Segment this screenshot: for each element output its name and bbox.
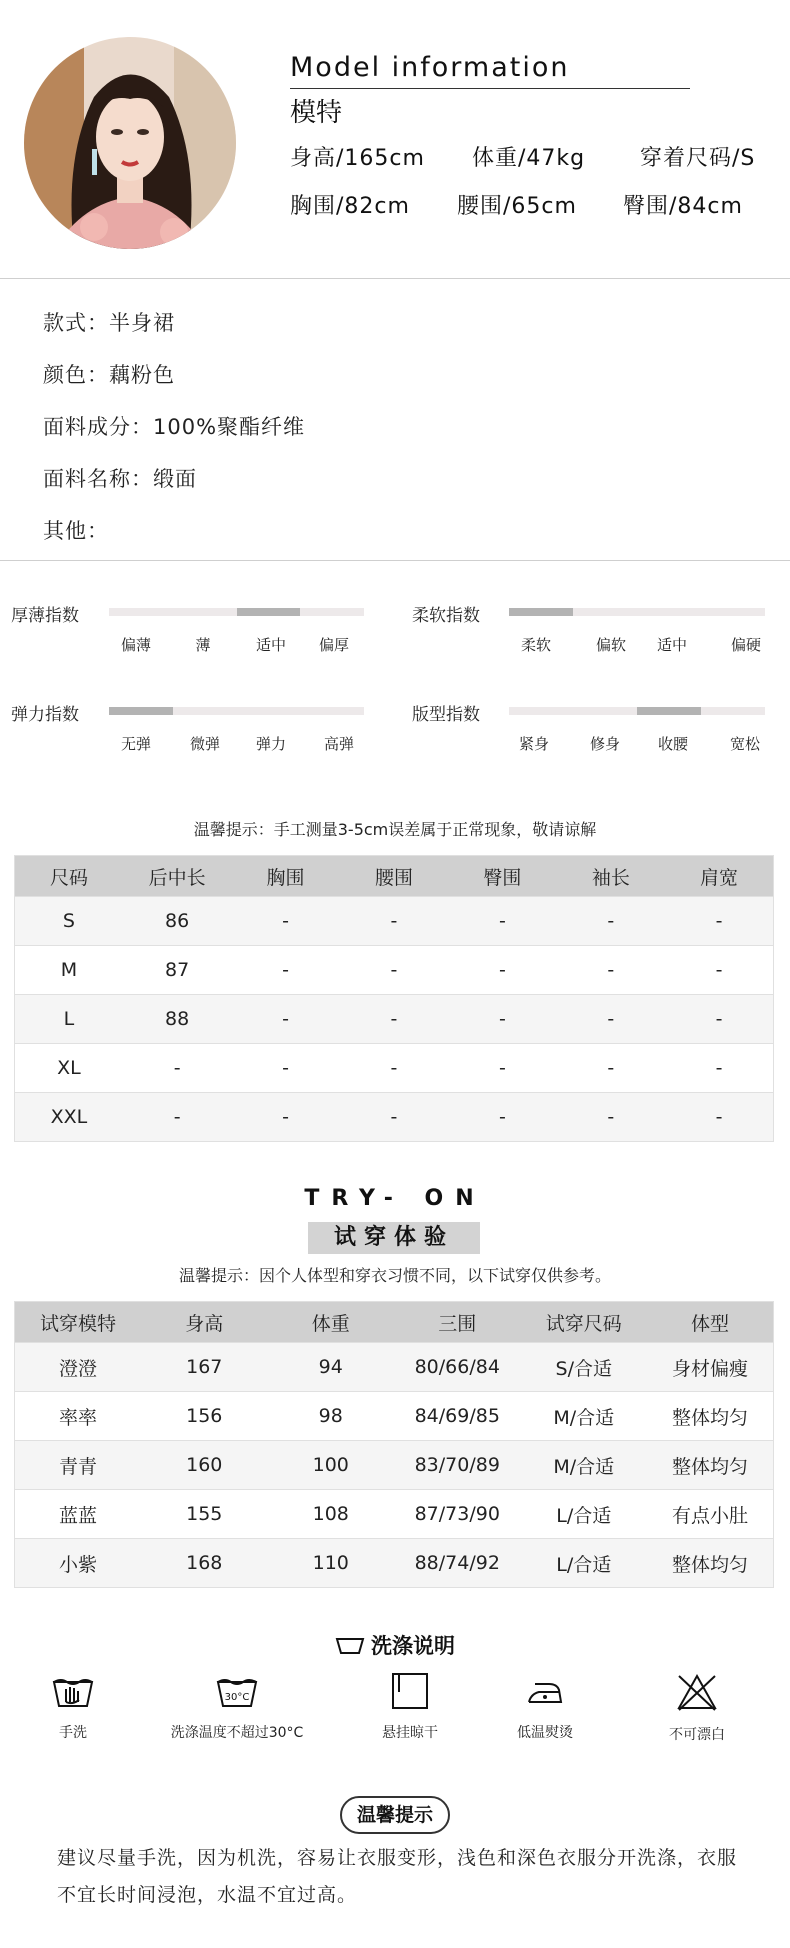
product-color: 颜色：藕粉色 [43, 363, 175, 387]
index-option: 微弹 [189, 735, 221, 753]
tryon-title-cn: 试穿体验 [308, 1222, 480, 1254]
table-cell: - [557, 897, 665, 946]
table-cell: 有点小肚 [647, 1490, 774, 1539]
table-row [15, 1539, 774, 1588]
table-cell: 88/74/92 [394, 1539, 521, 1588]
column-header: 臀围 [448, 856, 556, 897]
table-cell: - [665, 1044, 773, 1093]
product-other: 其他： [43, 519, 109, 543]
model-info-section [0, 0, 790, 278]
wash-label: 低温熨烫 [517, 1725, 573, 1741]
index-option: 紧身 [518, 735, 550, 753]
table-row [15, 1044, 774, 1093]
model-height: 身高/165cm [290, 146, 425, 171]
index-option: 适中 [255, 636, 287, 654]
index-indicator [109, 707, 173, 715]
washing-title [0, 1630, 790, 1660]
table-cell: 156 [141, 1392, 268, 1441]
table-cell: - [665, 995, 773, 1044]
table-cell: 84/69/85 [394, 1392, 521, 1441]
table-row [15, 995, 774, 1044]
product-composition: 面料成分：100%聚酯纤维 [43, 415, 306, 439]
index-track [509, 707, 765, 715]
table-cell: - [340, 1093, 448, 1142]
table-cell: 86 [123, 897, 231, 946]
table-row [15, 1392, 774, 1441]
table-cell: 率率 [15, 1392, 142, 1441]
index-option: 修身 [589, 735, 621, 753]
table-cell: - [231, 1093, 339, 1142]
tips-badge: 温馨提示 [340, 1796, 450, 1834]
table-cell: L [15, 995, 123, 1044]
table-cell: - [231, 1044, 339, 1093]
table-cell: - [340, 995, 448, 1044]
table-cell: - [231, 946, 339, 995]
table-cell: L/合适 [521, 1490, 648, 1539]
size-table [14, 855, 774, 1142]
index-label: 柔软指数 [412, 606, 480, 626]
wash-basin-icon [335, 1634, 365, 1656]
table-cell: 108 [268, 1490, 395, 1539]
wash-instruction [465, 1676, 625, 1742]
table-cell: M/合适 [521, 1392, 648, 1441]
column-header: 胸围 [231, 856, 339, 897]
table-cell: M/合适 [521, 1441, 648, 1490]
table-cell: 98 [268, 1392, 395, 1441]
table-cell: XL [15, 1044, 123, 1093]
table-cell: - [665, 1093, 773, 1142]
index-label: 版型指数 [412, 705, 480, 725]
table-cell: - [231, 995, 339, 1044]
wash-instruction [157, 1676, 317, 1742]
table-cell: - [448, 1044, 556, 1093]
size-table-header [15, 856, 774, 897]
index-option: 偏薄 [120, 636, 152, 654]
model-weight: 体重/47kg [472, 146, 586, 171]
column-header: 体型 [647, 1302, 774, 1343]
model-hip: 臀围/84cm [623, 194, 743, 219]
column-header: 袖长 [557, 856, 665, 897]
table-row [15, 897, 774, 946]
table-cell: 整体均匀 [647, 1441, 774, 1490]
table-cell: S [15, 897, 123, 946]
column-header: 三围 [394, 1302, 521, 1343]
table-cell: - [557, 1093, 665, 1142]
table-cell: - [231, 897, 339, 946]
table-row [15, 1093, 774, 1142]
table-cell: 110 [268, 1539, 395, 1588]
model-avatar [24, 37, 236, 249]
model-title: Model information [290, 52, 570, 83]
table-cell: 168 [141, 1539, 268, 1588]
wash-instruction [0, 1676, 153, 1742]
column-header: 肩宽 [665, 856, 773, 897]
section-divider [0, 278, 790, 279]
column-header: 身高 [141, 1302, 268, 1343]
table-row [15, 1343, 774, 1392]
tryon-title-en: TRY- ON [304, 1186, 486, 1211]
wash-instruction [617, 1672, 777, 1744]
table-cell: 94 [268, 1343, 395, 1392]
table-cell: 83/70/89 [394, 1441, 521, 1490]
column-header: 试穿尺码 [521, 1302, 648, 1343]
table-cell: 小紫 [15, 1539, 142, 1588]
section-divider [0, 560, 790, 561]
column-header: 试穿模特 [15, 1302, 142, 1343]
index-option: 弹力 [255, 735, 287, 753]
table-row [15, 946, 774, 995]
wash-temp-text: 30°C [224, 1692, 250, 1703]
table-cell: 身材偏瘦 [647, 1343, 774, 1392]
wash-30-icon [215, 1676, 259, 1710]
index-track [109, 707, 364, 715]
table-cell: - [448, 995, 556, 1044]
tips-text: 建议尽量手洗，因为机洗，容易让衣服变形，浅色和深色衣服分开洗涤，衣服不宜长时间浸泡，水温不宜过高。 [57, 1847, 738, 1906]
table-cell: 青青 [15, 1441, 142, 1490]
wash-label: 洗涤温度不超过30°C [170, 1725, 304, 1741]
table-cell: 整体均匀 [647, 1539, 774, 1588]
product-fabric: 面料名称：缎面 [43, 467, 197, 491]
wash-label: 不可漂白 [669, 1727, 725, 1743]
index-option: 薄 [195, 636, 211, 654]
size-notice: 温馨提示：手工测量3-5cm误差属于正常现象，敬请谅解 [193, 820, 597, 839]
table-cell: 88 [123, 995, 231, 1044]
table-cell: - [665, 897, 773, 946]
table-cell: S/合适 [521, 1343, 648, 1392]
table-cell: 澄澄 [15, 1343, 142, 1392]
table-cell: 87/73/90 [394, 1490, 521, 1539]
index-track [109, 608, 364, 616]
table-cell: - [340, 897, 448, 946]
table-cell: - [557, 946, 665, 995]
index-option: 宽松 [729, 735, 761, 753]
column-header: 腰围 [340, 856, 448, 897]
tryon-table [14, 1301, 774, 1588]
table-cell: 167 [141, 1343, 268, 1392]
model-bust: 胸围/82cm [290, 194, 410, 219]
hand-wash-icon [51, 1676, 95, 1710]
index-option: 收腰 [657, 735, 689, 753]
table-cell: XXL [15, 1093, 123, 1142]
table-cell: - [340, 946, 448, 995]
column-header: 体重 [268, 1302, 395, 1343]
low-iron-icon [523, 1676, 567, 1710]
wash-label: 悬挂晾干 [382, 1725, 438, 1741]
index-option: 适中 [656, 636, 688, 654]
no-bleach-icon [675, 1672, 719, 1712]
table-cell: - [557, 995, 665, 1044]
column-header: 后中长 [123, 856, 231, 897]
index-label: 厚薄指数 [11, 606, 79, 626]
column-header: 尺码 [15, 856, 123, 897]
table-cell: - [448, 897, 556, 946]
table-cell: 整体均匀 [647, 1392, 774, 1441]
table-cell: 80/66/84 [394, 1343, 521, 1392]
table-cell: - [448, 1093, 556, 1142]
model-subtitle: 模特 [290, 98, 343, 128]
index-track [509, 608, 765, 616]
index-label: 弹力指数 [11, 705, 79, 725]
tryon-table-header [15, 1302, 774, 1343]
index-option: 偏软 [595, 636, 627, 654]
model-title-rule [290, 88, 690, 89]
tryon-notice: 温馨提示：因个人体型和穿衣习惯不同，以下试穿仅供参考。 [178, 1266, 611, 1285]
table-cell: 155 [141, 1490, 268, 1539]
table-cell: - [340, 1044, 448, 1093]
product-style: 款式：半身裙 [43, 311, 175, 335]
table-cell: - [123, 1093, 231, 1142]
index-option: 高弹 [323, 735, 355, 753]
table-cell: 87 [123, 946, 231, 995]
index-option: 柔软 [520, 636, 552, 654]
hang-dry-icon [391, 1672, 429, 1710]
table-cell: M [15, 946, 123, 995]
table-cell: 160 [141, 1441, 268, 1490]
index-indicator [509, 608, 573, 616]
table-cell: L/合适 [521, 1539, 648, 1588]
washing-title-text: 洗涤说明 [371, 1634, 455, 1658]
model-waist: 腰围/65cm [457, 194, 577, 219]
index-indicator [237, 608, 301, 616]
index-option: 偏厚 [318, 636, 350, 654]
table-row [15, 1490, 774, 1539]
index-indicator [637, 707, 701, 715]
model-photo [24, 37, 236, 249]
model-size: 穿着尺码/S [640, 146, 756, 171]
table-cell: - [665, 946, 773, 995]
table-cell: - [557, 1044, 665, 1093]
table-cell: - [123, 1044, 231, 1093]
table-row [15, 1441, 774, 1490]
table-cell: 蓝蓝 [15, 1490, 142, 1539]
index-option: 无弹 [120, 735, 152, 753]
index-option: 偏硬 [730, 636, 762, 654]
table-cell: 100 [268, 1441, 395, 1490]
table-cell: - [448, 946, 556, 995]
wash-label: 手洗 [59, 1725, 87, 1741]
